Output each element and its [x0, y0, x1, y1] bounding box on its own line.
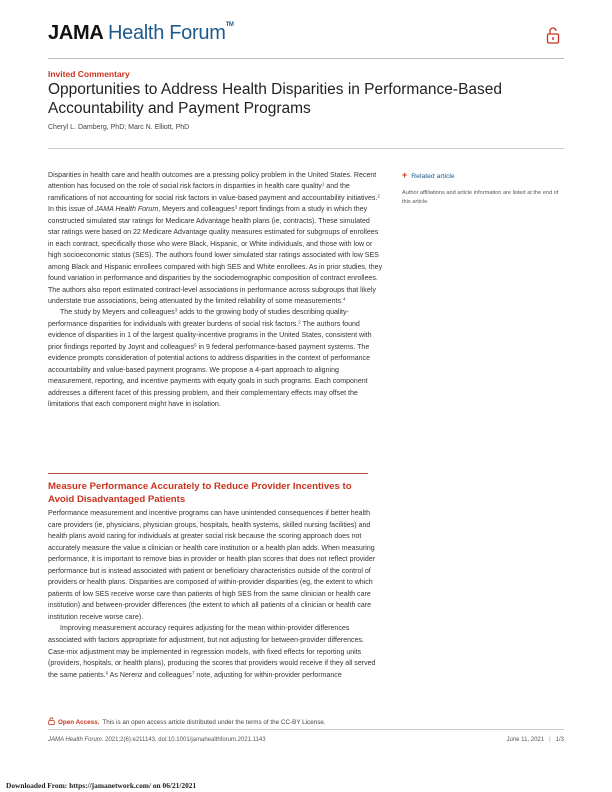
- journal-header: [48, 22, 564, 50]
- journal-name: JAMA Health Forum: [95, 206, 159, 214]
- reference-link[interactable]: 1: [321, 181, 325, 187]
- open-lock-icon: [546, 26, 560, 44]
- reference-link[interactable]: 7: [191, 670, 195, 676]
- body-paragraph-1: Disparities in health care and health outcomes are a pressing policy problem in the United States. Recent attention has focused on the role of social risk factors in disparities in health care quality$^1$ and the ramifications of not accounting for social risk factors in value-based payment and accountability initiatives.$^2$ In this issue of JAMA Health Forum, Meyers and colleagues$^3$ report findings from a study in which they constructed simulated star ratings for Medicare Advantage health plans (ie, contracts). These simulated star ratings were based on 22 Medicare Advantage quality measures estimated for subgroups of enrollees in each contract, specifically those who were Black, Hispanic, or White individuals, and those with low or high socioeconomic status (SES). The authors found lower simulated star ratings associated with low SES among Black and Hispanic enrollees compared with high SES and White enrollees. As in prior studies, they found variation in performance and disparities by the sociodemographic composition of contract enrollees. The authors also report estimated contract-level associations in performance across subgroups that likely understate true associations, being attenuated by the limited reliability of some measurements.$^4$: [48, 172, 383, 305]
- section-paragraph-2: Improving measurement accuracy requires adjusting for the mean within-provider differences associated with factors appropriate for adjustment, but not adjusting for between-provider differences. Case-mix adjustment may be implemented in regression models, with fixed effects for reporting units (providers, hospitals, or health plans), producing the scores that providers would receive if they all served the same patients.$^6$ As Nerenz and colleagues$^7$ note, adjusting for within-provider performance: [48, 625, 376, 679]
- journal-logo[interactable]: [48, 22, 234, 45]
- footer-doi[interactable]: 2021;2(6):e211143. doi:10.1001/jamahealthforum.2021.1143: [103, 737, 266, 743]
- section-body: [48, 508, 383, 681]
- footer-divider: [48, 729, 564, 730]
- brand-trademark: TM: [225, 22, 234, 28]
- footer-journal: JAMA Health Forum.: [48, 737, 104, 743]
- affiliation-note: Author affiliations and article information are listed at the end of this article.: [402, 190, 559, 205]
- page-number: 1/3: [555, 737, 564, 743]
- body-divider: [48, 148, 564, 149]
- related-article-link[interactable]: [402, 170, 562, 180]
- open-access-text: This is an open access article distributed under the terms of the CC-BY License.: [102, 719, 326, 726]
- footer-meta: [507, 737, 565, 743]
- plus-icon: +: [402, 170, 408, 180]
- article-sidebar: [402, 170, 562, 206]
- section-paragraph-1: Performance measurement and incentive programs can have unintended consequences if better health care providers (ie, physicians, physician groups, hospitals, health systems, skilled nursing facilities) and health plans avoid caring for individuals at greater social risk because the scoring approach does not accurately measure the value a clinician or health care institution or a health plan adds. When measuring performance, it is important to remove bias in provider or health plan scores that does not reflect provider performance but is instead associated with patient or beneficiary characteristics outside of the control of providers or health plans. Disparities are composed of within-provider disparities (eg, the extent to which patients of low SES receive worse care than patients of high SES from the same clinician or health care institution) and between-provider differences (the extent to which all patients of a clinician or health care institution receive worse care).: [48, 510, 376, 621]
- brand-health-forum: Health Forum: [108, 22, 226, 44]
- reference-link[interactable]: 3: [174, 307, 178, 313]
- footer-date: June 11, 2021: [506, 737, 545, 743]
- reference-link[interactable]: 2: [298, 319, 301, 325]
- article-type: Invited Commentary: [48, 69, 130, 79]
- footer-citation: [48, 737, 266, 743]
- article-title: Opportunities to Address Health Disparities in Performance-Based Accountability and Payment Programs: [48, 81, 503, 117]
- reference-link[interactable]: 3: [234, 204, 238, 210]
- related-article-label: Related article: [411, 173, 455, 180]
- open-access-note: [48, 717, 326, 726]
- article-authors: Cheryl L. Damberg, PhD; Marc N. Elliott, PhD: [48, 124, 190, 131]
- footer-separator: |: [549, 737, 551, 743]
- reference-link[interactable]: 6: [105, 670, 109, 676]
- reference-link[interactable]: 4: [342, 296, 346, 302]
- brand-jama: JAMA: [48, 22, 103, 44]
- article-body: [48, 170, 383, 411]
- reference-link[interactable]: 5: [194, 342, 197, 348]
- open-access-label[interactable]: Open Access.: [58, 719, 100, 726]
- open-lock-icon: [48, 717, 55, 725]
- section-heading: Measure Performance Accurately to Reduce Provider Incentives to Avoid Disadvantaged Patients: [48, 481, 352, 505]
- reference-link[interactable]: 2: [377, 193, 380, 199]
- download-note: Downloaded From: https://jamanetwork.com/ on 06/21/2021: [6, 781, 197, 790]
- section-divider: [48, 473, 368, 474]
- header-divider: [48, 58, 564, 59]
- body-paragraph-2: The study by Meyers and colleagues$^3$ adds to the growing body of studies describing quality-performance disparities for individuals with greater burdens of social risk factors.$^2$ The authors found evidence of disparities in 1 of the largest quality-incentive programs in the United States, consistent with prior findings reported by Joynt and colleagues$^5$ in 9 federal performance-based payment systems. The evidence prompts consideration of potential actions to address disparities in the context of performance accountability and value-based payment programs. We propose a 4-part approach to aligning measurement, reporting, and incentive payments with equity goals in such programs. Each component addresses a different facet of this pressing problem, and their complementary effects may offset the limitations that each component might have in isolation.: [48, 307, 372, 409]
